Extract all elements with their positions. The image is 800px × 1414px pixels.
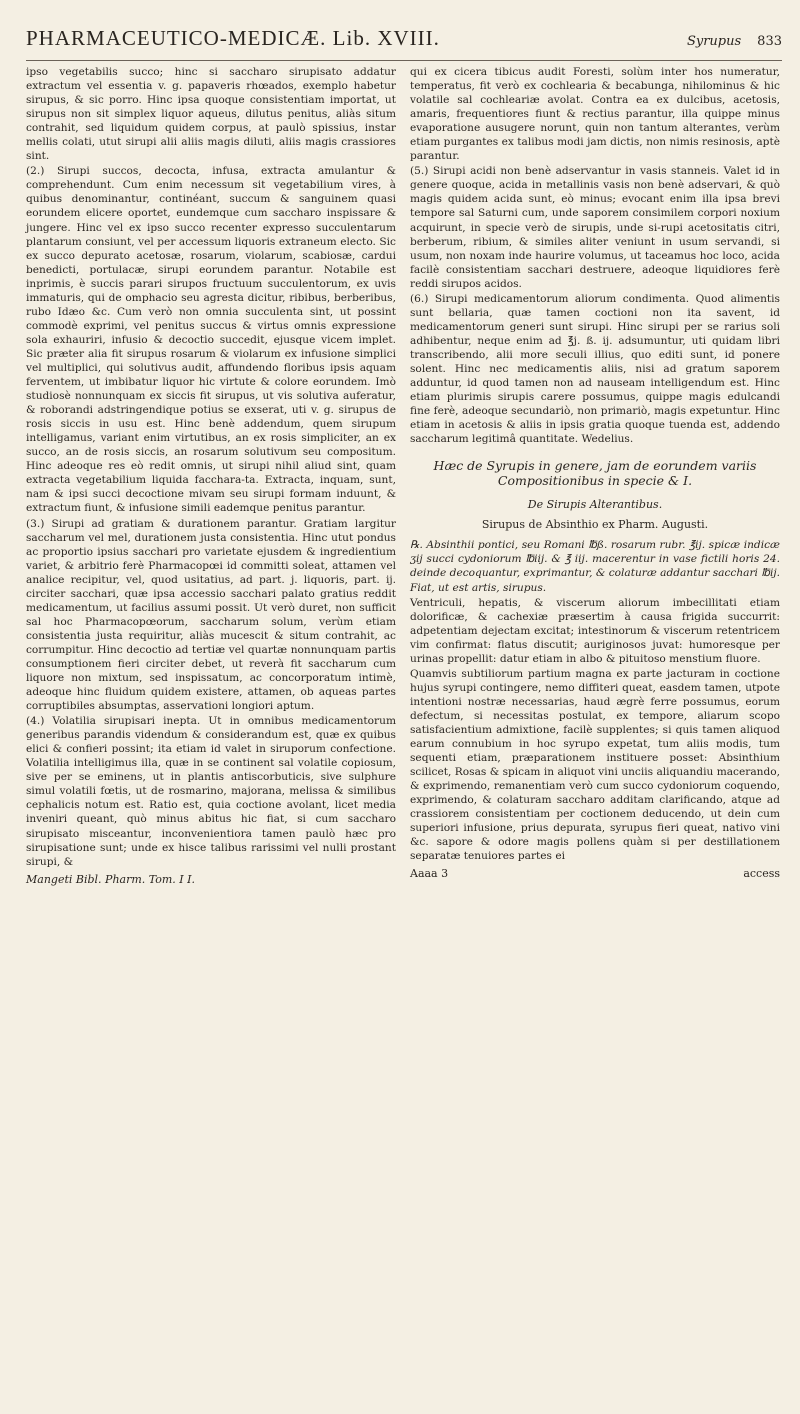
left-column [26, 65, 396, 887]
left-paragraph-1: ipso vegetabilis succo; hinc si saccharo sirupisato addatur extractum vel essentia v. g. papaveris rhœados, exemplo habetur sirupus, & sic porro. Hinc ipsa quoque consistentiam importat, ut sirupus non sit simplex liquor aqueus, dilutus penitus, aliàs situm contrahit, sed liquidum quidem corpus, at paulò spissius, instar mellis colati, utut sirupi alii aliis magis diluti, aliis magis crassiores sint. [26, 66, 396, 163]
section-label: Syrupus [686, 34, 742, 49]
signature-mark: Aaaa 3 [410, 867, 449, 881]
page-number: 833 [757, 34, 782, 49]
running-head-right [687, 34, 782, 49]
left-paragraph-2: (2.) Sirupi succos, decocta, infusa, extracta amulantur & comprehendunt. Cum enim necessum sit vegetabilium vires, à quibus denominantur, continéant, succum & sanguinem quasi eorundem elicere oportet, eundemque cum saccharo inspissare & jungere. Hinc vel ex ipso succo recenter expresso succulentarum plantarum consiunt, vel per accessum liquoris extraneum electo. Sic ex succo depurato acetosæ, rosarum, violarum, scabiosæ, cardui benedicti, portulacæ, sirupi eorundem parantur. Notabile est inprimis, è succis parari sirupos fructuum succulentorum, ex uvis immaturis, qui de omphacio seu agresta dicitur, ribibus, berberibus, rubo Idæo &c. Cum verò non omnia succulenta sint, ut possint commodè exprimi, vel penitus succus & virtus omnis expressione sola exhauriri, infusio & decoctio succedit, ejusque vicem implet. Sic præter alia fit sirupus rosarum & violarum ex infusione simplici vel multiplici, qui solutivus audit, affundendo floribus ipsis aquam ferventem, ut imbibatur liquor hic virtute & colore eorundem. Imò studiosè nonnunquam ex siccis fit sirupus, ut vis solutiva auferatur, & roborandi adstringendique potius se exserat, uti v. g. sirupus de rosis siccis in usu est. Hinc benè addendum, quem sirupum intelligamus, variant enim virtutibus, an ex rosis simpliciter, an ex succo, an de rosis siccis, an rosarum solutivum seu compositum. Hinc adeoque res eò redit omnis, ut sirupi nihil aliud sint, quam extracta vegetabilium liquida facchara-ta. Extracta, inquam, sunt, nam & ipsi succi decoctione mivam seu sirupi formam induunt, & extractum fiunt, & infusione simili eademque penitus parantur. [26, 165, 396, 515]
right-paragraph-2: (5.) Sirupi acidi non benè adservantur in vasis stanneis. Valet id in genere quoque, acida in metallinis vasis non benè adservari, & quò magis quidem acida sunt, eò minus; evocant enim illa ipsa brevi tempore sal Saturni cum, unde saporem consimilem corpori noxium acquirunt, in specie verò de sirupis, unde si-rupi acetositatis citri, berberum, ribium, & similes aliter veniunt in usum servandi, si usum, non noxam inde haurire volumus, ut taceamus hoc loco, acida facilè consistentiam sacchari destruere, adeoque liquidiores ferè reddi sirupos acidos. [410, 165, 780, 290]
catchword: access [743, 867, 780, 881]
left-paragraph-3: (3.) Sirupi ad gratiam & durationem parantur. Gratiam largitur saccharum vel mel, durationem justa consistentia. Hinc utut pondus ac proportio ipsius sacchari pro varietate ejusdem & ingredientium variet, & arbitrio ferè Pharmacopœi id committi soleat, attamen vel analice recipitur, vel, quod usitatius, ad part. j. liquoris, part. ij. circiter sacchari, quæ ipsa accessio sacchari palato gratius reddit medicamentum, ut facilius assumi possit. Ut verò duret, non sufficit sal hoc Pharmacopœorum, saccharum solum, verùm etiam consistentia justa requiritur, aliàs mucescit & situm contrahit, ac corrumpitur. Hinc decoctio ad tertiæ vel quartæ nonnunquam partis consumptionem fieri circiter debet, ut reverà fit saccharum cum liquore non mixtum, sed inspissatum, ac concorporatum intimè, adeoque hinc fluidum quidem existere, attamen, ob aqueas partes corruptibiles absumptas, asservationi longiori aptum. [26, 517, 396, 713]
left-footer [26, 873, 396, 887]
running-head [26, 26, 782, 61]
footer-left-text: Mangeti Bibl. Pharm. Tom. I I. [26, 872, 195, 886]
section-heading: Hæc de Syrupis in genere, jam de eorundem variis Compositionibus in specie & I. [433, 458, 757, 489]
recipe-text: ℞. Absinthii pontici, seu Romani ℔ß. rosarum rubr. ℥ij. spicæ indicæ ʒij succi cydoniorum ℔iij. & ℥ iij. macerentur in vase fictili horis 24. deinde decoquantur, exprimantur, & colaturæ addantur sacchari ℔ij. Fiat, ut est artis, sirupus. [410, 539, 780, 594]
right-footer [410, 867, 780, 881]
right-paragraph-3: (6.) Sirupi medicamentorum aliorum condimenta. Quod alimentis sunt bellaria, quæ tamen coctioni non ita savent, id medicamentorum generi sunt sirupi. Hinc sirupi per se rarius soli adhibentur, neque enim ad ℥j. ß. ij. adsumuntur, uti quidam libri transcribendo, alii more seculi illius, quo editi sunt, id ponere solent. Hinc nec medicamentis aliis, nisi ad gratum saporem adduntur, id quod tamen non ad nauseam intelligendum est. Hinc etiam plurimis sirupis carere possumus, quippe magis edulcandi fine ferè, adeoque secundariò, non primariò, magis expetuntur. Hinc etiam in acetosis & aliis in ipsis gratia quoque tuenda est, addendo saccharum legitimâ quantitate. Wedelius. [410, 292, 780, 446]
section-subheading: De Sirupis Alterantibus. [527, 498, 663, 512]
right-paragraph-4: Ventriculi, hepatis, & viscerum aliorum imbecillitati etiam dolorificæ, & cachexiæ præsertim à causa frigida succurrit: adpetentiam dejectam excitat; intestinorum & viscerum retentricem vim confirmat: flatus discutit; auriginosos juvat: humoresque per urinas propellit: datur etiam in albo & pituitoso menstium fluore. [410, 596, 780, 665]
right-paragraph-1: qui ex cicera tibicus audit Foresti, solùm inter hos numeratur, temperatus, fit verò ex cochlearia & becabunga, nihilominus & hic volatile sal cochleariæ avolat. Contra ea ex dulcibus, acetosis, amaris, frequentiores fiunt & rectius parantur, illa quippe minus evaporatione ausugere norunt, quin non tantum alterantes, verùm etiam purgantes ex talibus modi jam dictis, non nimis resinosis, aptè parantur. [410, 66, 780, 163]
running-title: PHARMACEUTICO-MEDICÆ. Lib. XVIII. [26, 26, 440, 50]
left-paragraph-4: (4.) Volatilia sirupisari inepta. Ut in omnibus medicamentorum generibus parandis videndum & considerandum est, quæ ex quibus elici & confieri possint; ita etiam id valet in siruporum confectione. Volatilia intelligimus illa, quæ in se continent sal volatile copiosum, sive per se eminens, ut in plantis antiscorbuticis, sive sulphure simul volatili fœtis, ut de rosmarino, majorana, melissa & similibus cephalicis notum est. Ratio est, quia coctione avolant, licet media inveniri queant, quò minus abitus hic fiat, si cum saccharo sirupisato misceantur, inconvenientiora tamen paulò hæc pro sirupisatione sunt; unde ex hisce talibus rarissimi vel nulli prostant sirupi, & [26, 715, 396, 868]
right-paragraph-5: Quamvis subtiliorum partium magna ex parte jacturam in coctione hujus syrupi contingere, nemo diffiteri queat, easdem tamen, utpote intentioni nostræ necessarias, haud ægrè ferre possumus, eorum defectum, si necessitas postulat, ex tempore, aliarum scopo satisfacientium admixtione, facilè supplentes; si quis tamen aliquod earum connubium in hoc syrupo expetat, tum aliis modis, tum sequenti etiam, præparationem instituere posset: Absinthium scilicet, Rosas & spicam in aliquot vini unciis aliquandiu macerando, & exprimendo, remanentiam verò cum succo cydoniorum coquendo, exprimendo, & colaturam saccharo additam clarificando, atque ad crassiorem consistentiam per coctionem deducendo, ut dein cum superiori infusione, prius depurata, syrupus fieri queat, nativo vini &c. sapore & odore magis pollens quàm si per destillationem separatæ tenuiores partes ei [410, 667, 780, 863]
right-column [410, 65, 780, 887]
text-columns [26, 65, 782, 887]
recipe-title: Sirupus de Absinthio ex Pharm. Augusti. [481, 518, 709, 532]
